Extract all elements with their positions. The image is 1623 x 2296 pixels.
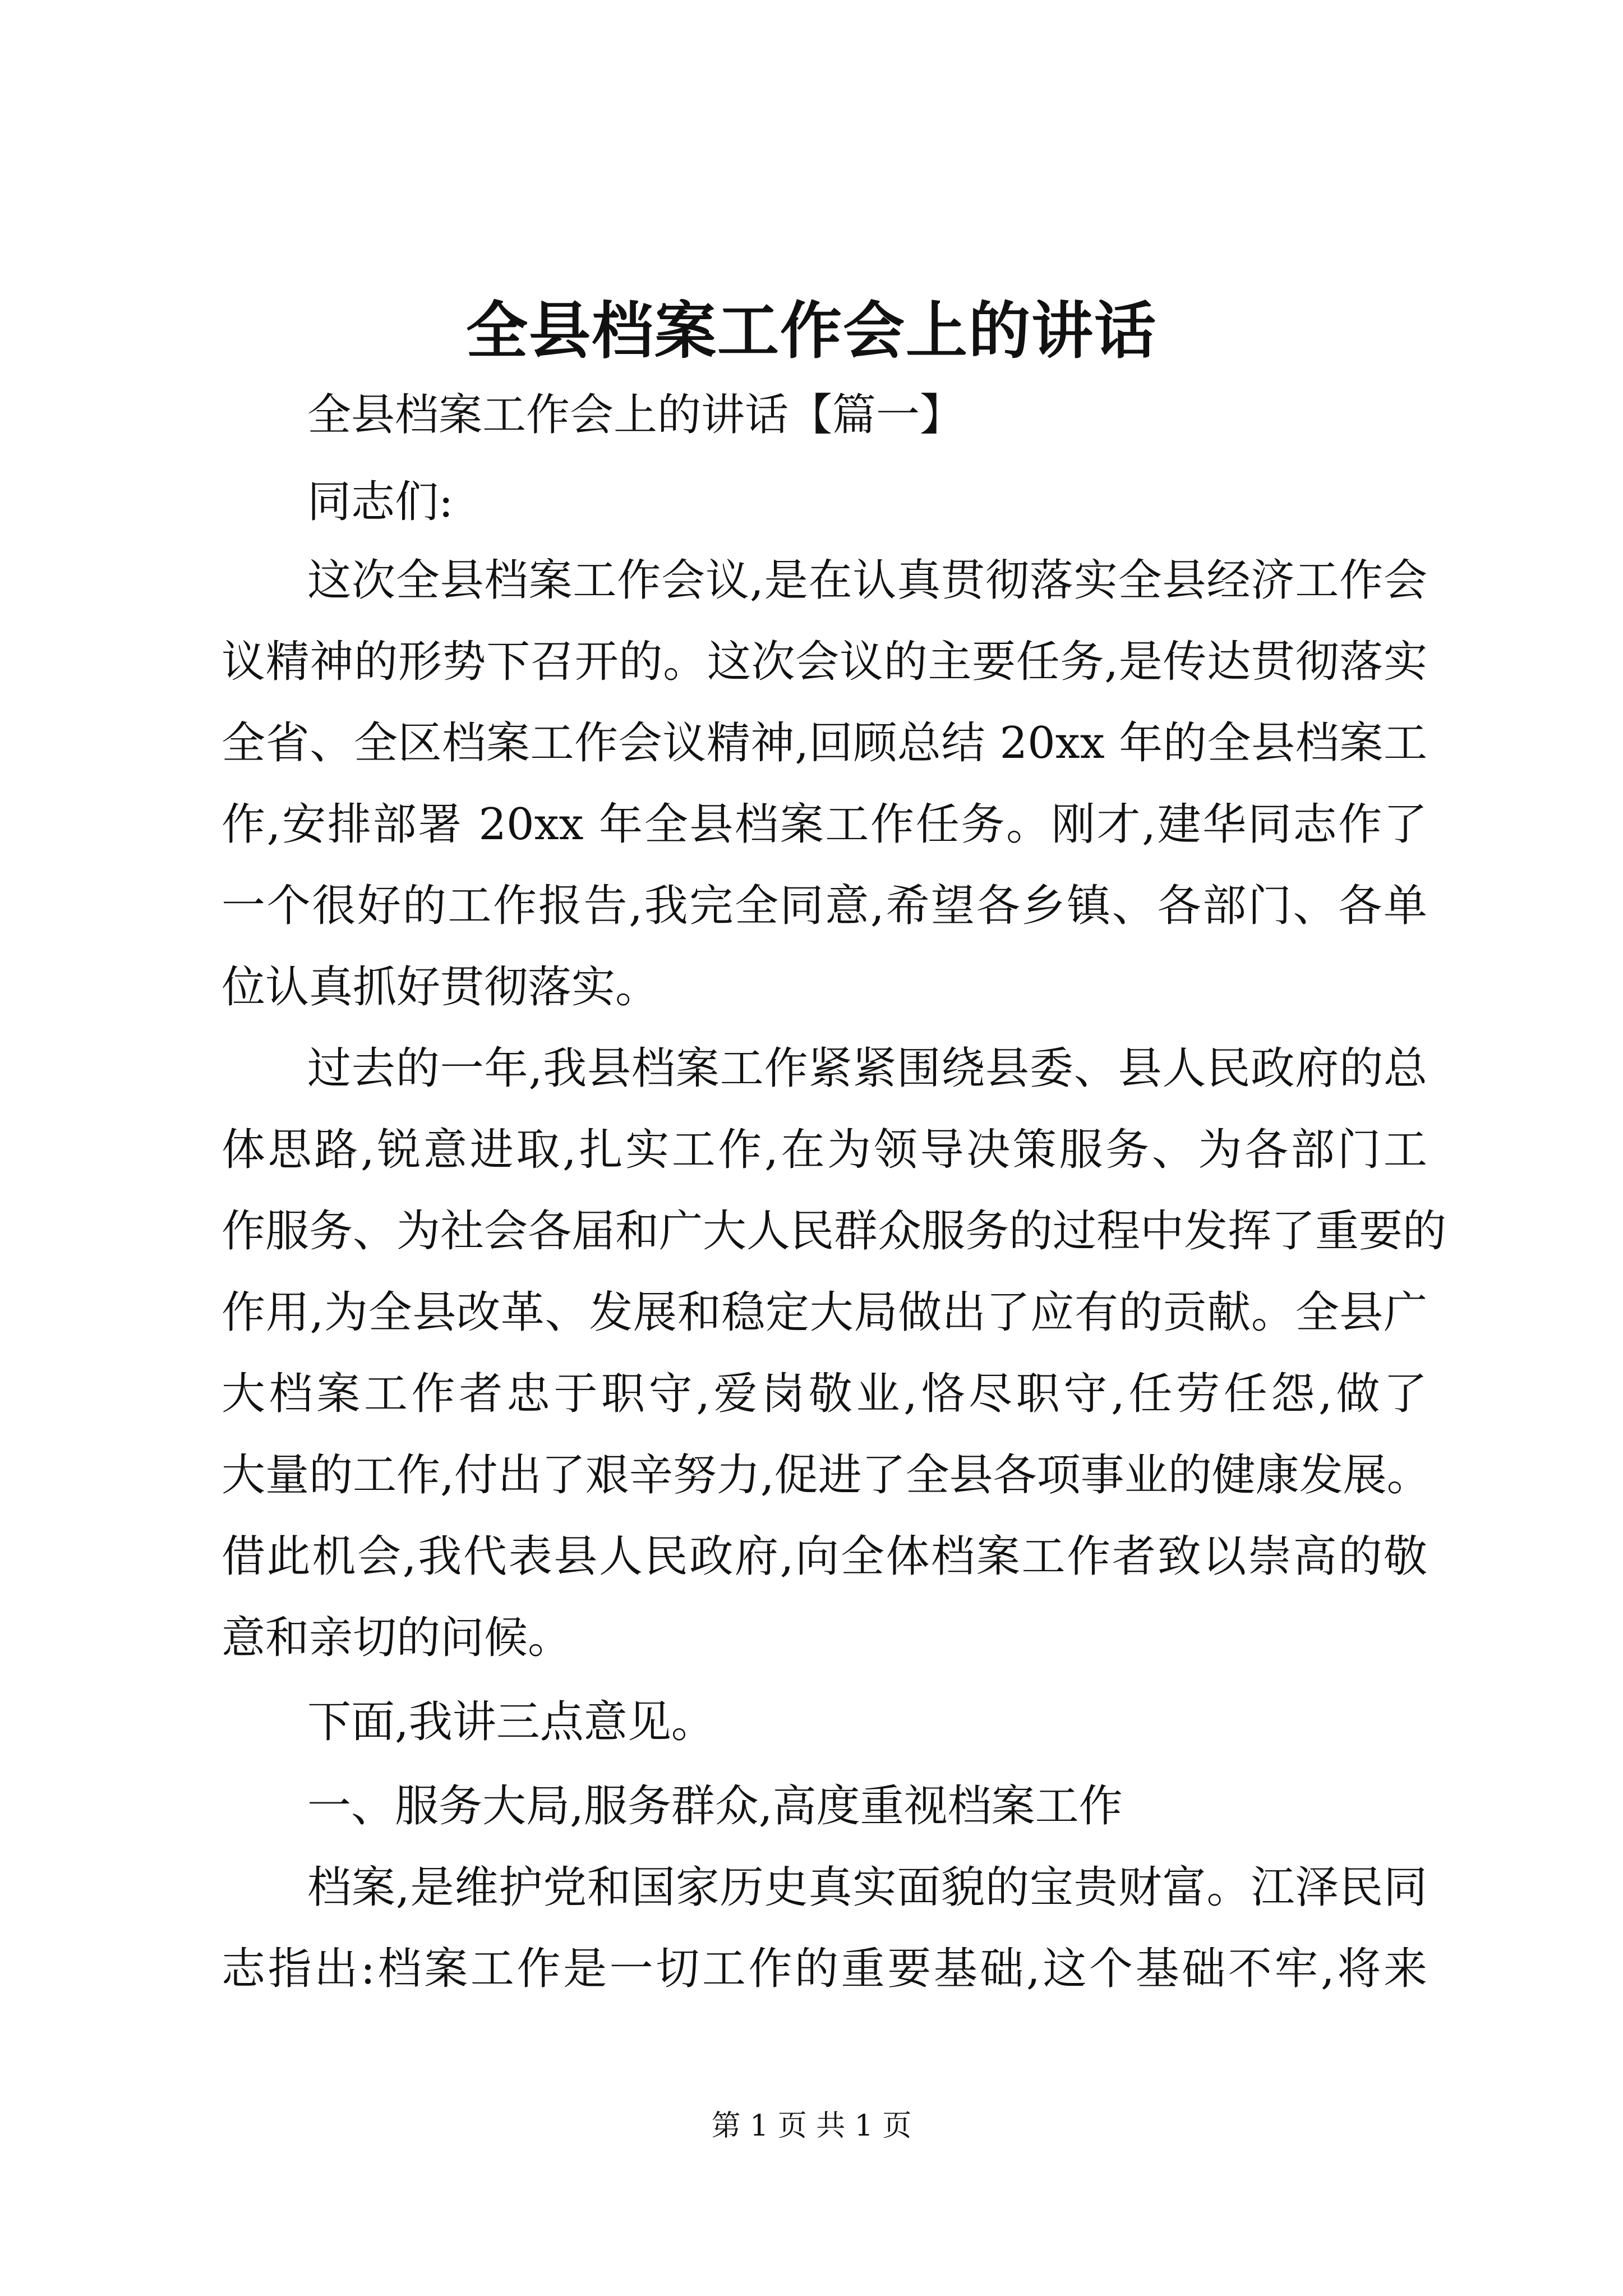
paragraph-line: 作用,为全县改革、发展和稳定大局做出了应有的贡献。全县广 xyxy=(222,1287,1427,1338)
section-heading: 一、服务大局,服务群众,高度重视档案工作 xyxy=(307,1781,1123,1832)
paragraph-line: 作服务、为社会各届和广大人民群众服务的过程中发挥了重要的 xyxy=(222,1206,1447,1257)
paragraph-line: 过去的一年,我县档案工作紧紧围绕县委、县人民政府的总 xyxy=(307,1043,1427,1094)
paragraph-line: 位认真抓好贯彻落实。 xyxy=(222,962,660,1013)
page-footer: 第 1 页 共 1 页 xyxy=(711,2109,912,2143)
paragraph-line: 意和亲切的问候。 xyxy=(222,1613,572,1663)
paragraph-line: 全省、全区档案工作会议精神,回顾总结 20xx 年的全县档案工 xyxy=(222,718,1427,769)
salutation-line: 同志们: xyxy=(307,477,454,527)
paragraph-line: 大量的工作,付出了艰辛努力,促进了全县各项事业的健康发展。 xyxy=(222,1450,1431,1501)
paragraph-line: 下面,我讲三点意见。 xyxy=(307,1697,715,1747)
paragraph-line: 作,安排部署 20xx 年全县档案工作任务。刚才,建华同志作了 xyxy=(222,799,1427,850)
paragraph-line: 这次全县档案工作会议,是在认真贯彻落实全县经济工作会 xyxy=(307,555,1427,606)
paragraph-line: 借此机会,我代表县人民政府,向全体档案工作者致以崇高的敬 xyxy=(222,1531,1427,1582)
paragraph-line: 大档案工作者忠于职守,爱岗敬业,恪尽职守,任劳任怨,做了 xyxy=(222,1369,1427,1419)
paragraph-line: 体思路,锐意进取,扎实工作,在为领导决策服务、为各部门工 xyxy=(222,1125,1427,1175)
paragraph-line: 议精神的形势下召开的。这次会议的主要任务,是传达贯彻落实 xyxy=(222,637,1427,687)
paragraph-line: 志指出:档案工作是一切工作的重要基础,这个基础不牢,将来 xyxy=(222,1944,1427,1994)
paragraph-line: 档案,是维护党和国家历史真实面貌的宝贵财富。江泽民同 xyxy=(307,1862,1427,1913)
paragraph-line: 一个很好的工作报告,我完全同意,希望各乡镇、各部门、各单 xyxy=(222,881,1427,931)
document-title: 全县档案工作会上的讲话 xyxy=(466,295,1157,367)
subtitle-line: 全县档案工作会上的讲话【篇一】 xyxy=(307,390,964,440)
